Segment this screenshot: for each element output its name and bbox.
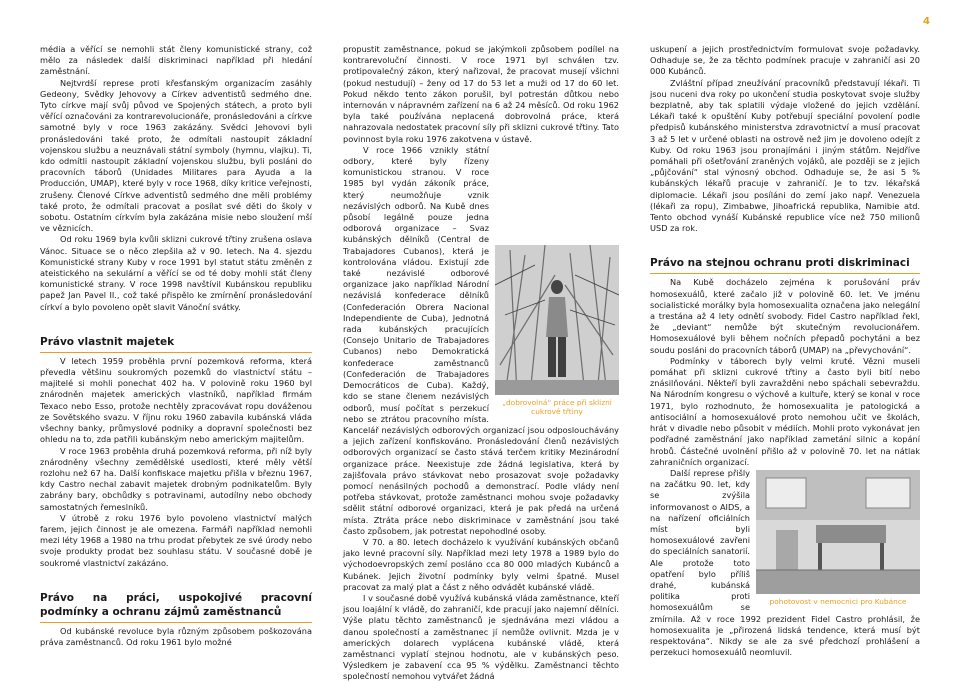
column-1 [40,44,312,648]
section-heading-property: Právo vlastnit majetek [40,335,312,353]
paragraph: Zvláštní případ zneužívání pracovníků představují lékaři. Ti jsou nuceni dva roky po ukončení studia poskytovat svoje služby bezplatně, aby tak splatili výdaje vložené do jejich vzdělání. Lékaři také k opuštění Kuby potřebují speciální povolení podle předpisů kubánského ministerstva zdravotnictví a musí pracovat 3 až 5 let v určené oblasti na ostrově než jim je dovoleno odejít z Kuby. Od roku 1963 jsou pronajímáni i jiným státům. Nejdříve pomáhali při ošetřování zraněných vojáků, ale později se z jejich „půjčování“ stal výnosný obchod. Odhaduje se, že asi 5 % kubánských lékařů pracuje v zahraničí. Je to tzv. lékařská diplomacie. Lékaři jsou posíláni do zemí jako např. Venezuela (lékaři za ropu), Zimbabwe, Jihoafrická republika, Namibie atd. Tento obchod vynáší Kubánské republice více než 750 milionů USD za rok. [650,77,920,234]
paragraph: Další represe přišly na začátku 90. let, kdy se zvýšila informovanost o AIDS, a na nařízení oficiálních míst byli homosexuálové zavřeni do speciálních sanatorií. Ale protože toto opatření bylo příliš drahé, kubánská politika proti homosexuálům se zmírnila. Až v roce 1992 prezident Fidel Castro prohlásil, že homosexualita je „přirozená lidská tendence, která musí být respektována“. Nikdy se ale za své předchozí prohlášení a perzekuci homosexuálů neomluvil. [650,467,920,658]
paragraph: Podmínky v táborech byly velmi kruté. Vězni museli pomáhat při sklizni cukrové třtiny a často byli bití nebo znásilňováni. Někteří byli zavražděni nebo spáchali sebevraždu. Na Národním kongresu o výchově a kultuře, který se konal v roce 1971, bylo rozhodnuto, že homosexualita je patologická a antisociální a homosexuálové proto nemohou učit ve školách, hrát v divadle nebo působit v médiích. Mohli proto vykonávat jen podřadné zaměstnání jako například zametání silnic a kopání hrobů. Částečné uvolnění přišlo až v polovině 70. let na nátlak zahraničních organizací. [650,355,920,467]
column-2 [343,44,619,683]
paragraph: V útrobě z roku 1976 bylo povoleno vlastnictví malých farem, jejich činnost je ale omezena. Farmáři například nemohli mezi léty 1968 a 1980 na trhu prodat přebytek ze své úrody nebo svoje produkty prodat bez souhlasu státu. V současné době je soukromé vlastnictví zakázáno. [40,512,312,568]
paragraph: V roce 1963 proběhla druhá pozemková reforma, při níž byly znárodněny všechny zemědělské usedlosti, které měly větší rozlohu než 67 ha. Další konfiskace majetku přišla v březnu 1967, kdy Castro nechal zabavit majetek drobným podnikatelům. Byly zabrány bary, obchůdky s potravinami, autodílny nebo obchody samostatných řemeslníků. [40,445,312,512]
paragraph: V letech 1959 proběhla první pozemková reforma, která převedla většinu soukromých pozemků do vlastnictví státu – majitelé si mohli ponechat 402 ha. V polovině roku 1960 byl znárodněn majetek amerických vlastníků, například firmám Texaco nebo Esso, protože nechtěly zpracovávat ropu dováženou ze Sovětského svazu. V říjnu roku 1960 zabavila kubánská vláda všechny banky, průmyslové podniky a dopravní společnosti bez ohledu na to, zda patřili kubánským nebo americkým majitelům. [40,355,312,445]
column-3 [650,44,920,658]
photo-caption: „dobrovolná“ práce při sklizni cukrové třtiny [502,398,612,417]
paragraph: propustit zaměstnance, pokud se jakýmkoli způsobem podílel na kontrarevoluční činnosti. V roce 1971 byl schválen tzv. protipovalečný zákon, který nařizoval, že pracovat musejí všichni (pokud nestudují) – ženy od 17 do 53 let a muži od 17 do 60 let. Pokud někdo tento zákon porušil, byl potrestán důtkou nebo internován v nápravném zařízení na 6 až 24 měsíců. Od roku 1962 byla také používána neplacená dobrovolná práce, která nahrazovala nedostatek pracovní síly při sklizni cukrové třtiny. Tato povinnost byla roku 1976 zakotvena v ústavě. [343,44,619,144]
paragraph: V roce 1966 vznikly státní odbory, které byly řízeny komunistickou stranou. V roce 1985 byl vydán zákoník práce, který neumožňuje vznik nezávislých odborů. Na Kubě dnes působí legálně pouze jedna odborová organizace – Svaz kubánských dělníků (Central de Trabajadores Cubanos), která je kontrolována vládou. Existují zde také nezávislé odborové organizace jako například Národní nezávislá konfederace dělníků (Confederación Obrera Nacional Independiente de Cuba), Jednotná rada kubánských pracujících (Consejo Unitario de Trabajadores Cubanos) nebo Demokratická konfederace zaměstnanců (Confederación de Trabajadores Democráticos de Cuba). Každý, kdo se stane členem nezávislých odborů, musí počítat s perzekucí nebo se ztrátou pracovního místa. Kancelář nezávislých odborových organizací jsou odposlouchávány a jejich zařízení konfiskováno. Pronásledování členů nezávislých odborových organizací se často stává terčem kritiky Mezinárodní organizace práce. Neexistuje zde žádná legislativa, která by zajišťovala právo stávkovat nebo prosazovat svoje požadavky pomocí nenásilných pochodů a demonstrací. Podle vlády není potřeba stávkovat, protože zaměstnanci mohou svoje požadavky sdělit státní odborové organizaci, která je pak předá na určená místa. Ztráta práce nebo diskriminace v zaměstnání jsou také často způsobem, jak potrestat nepohodlné osoby. [343,144,619,536]
section-heading-discrimination: Právo na stejnou ochranu proti diskriminaci [650,256,920,274]
paragraph: I v současné době využívá kubánská vláda zaměstnance, kteří jsou loajální k vládě, do zahraničí, kde pracují jako najemní dělníci. Výše platu těchto zaměstnanců je sjednávána mezi vládou a danou společností a zaměstnanec jí nemůže ovlivnit. Mzda je v amerických dolarech vyplácena kubánské vládě, která zaměstnanci vyplatí stejnou hodnotu, ale v kubánských peso. Výsledkem je zabavení cca 95 % výdělku. Zaměstnanci těchto společností nemohou vytvářet žádná [343,592,619,682]
photo-caption: pohotovost v nemocnici pro Kubánce [769,597,907,607]
paragraph: Na Kubě docházelo zejména k porušování práv homosexuálů, které začalo již v polovině 60. let. Ve jménu socialistické morálky byla homosexualita označena jako nelegální a trestána až 4 lety odnětí svobody. Fidel Castro například řekl, že „deviant“ nemůže být skutečným revolucionářem. Homosexuálové byli během nočních přepadů pochytáni a bez soudu posláni do pracovních táborů (UMAP) na „převychování“. [650,277,920,355]
photo-figure-sugarcane [495,245,619,416]
paragraph: Od kubánské revoluce byla různým způsobem poškozována práva zaměstnanců. Od roku 1961 bylo možné [40,625,312,647]
hospital-room-photo [756,470,920,594]
paragraph: uskupení a jejich prostřednictvím formulovat svoje požadavky. Odhaduje se, že za těchto podmínek pracuje v zahraničí asi 20 000 Kubánců. [650,44,920,77]
paragraph: Nejtvrdší represe proti křesťanským organizacím zasáhly Gedeony, Svědky Jehovovy a Církev adventistů sedmého dne. Tyto církve mají svůj původ ve Spojených státech, a proto byli věřící označováni za kontrarevolucionáře, pronásledováni a církve samotné byly v roce 1963 zakázány. Svědci Jehovovi byli pronásledováni také proto, že odmítali nastoupit základní vojenskou službu a neuznávali státní symboly (hymnu, vlajku). Ti, kdo odmítli nastoupit základní vojenskou službu, byli posláni do pracovních táborů (Unidades Militares para Ayuda a la Producción, UMAP), které byly v roce 1968, díky kritice veřejnosti, zrušeny. Členové Církve adventistů sedmého dne měli problémy také proto, že odmítali pracovat a posílat své děti do školy v sobotu. Ostatním církvím byla zakázána misie nebo sloužení mší ve věznicích. [40,77,312,234]
page-number: 4 [923,16,930,27]
paragraph: média a věřící se nemohli stát členy komunistické strany, což mělo za následek další diskriminaci například při hledání zaměstnání. [40,44,312,77]
sugarcane-worker-photo [495,245,619,395]
section-heading-work: Právo na práci, uspokojivé pracovní podmínky a ochranu zájmů zaměstnanců [40,591,312,623]
paragraph: Od roku 1969 byla kvůli sklizni cukrové třtiny zrušena oslava Vánoc. Situace se o něco zlepšila až v 90. letech. Na 4. sjezdu Komunistické strany Kuby v roce 1991 byl statut státu změněn z ateistického na sekulární a věřící se od té doby mohli stát členy komunistické strany. V roce 1998 navštívil Kubánskou republiku papež Jan Pavel II., což také přispělo ke zmírnění pronásledování církví a bylo povoleno opět slavit Vánoční svátky. [40,234,312,312]
photo-figure-hospital [756,470,920,606]
paragraph: V 70. a 80. letech docházelo k využívání kubánských občanů jako levné pracovní síly. Například mezi lety 1978 a 1989 bylo do východoevropských zemí posláno cca 80 000 mladých Kubánců a Kubánek. Jejich životní podmínky byly velmi špatné. Musel pracovat za malý plat a část z něho odvádět kubánské vládě. [343,536,619,592]
